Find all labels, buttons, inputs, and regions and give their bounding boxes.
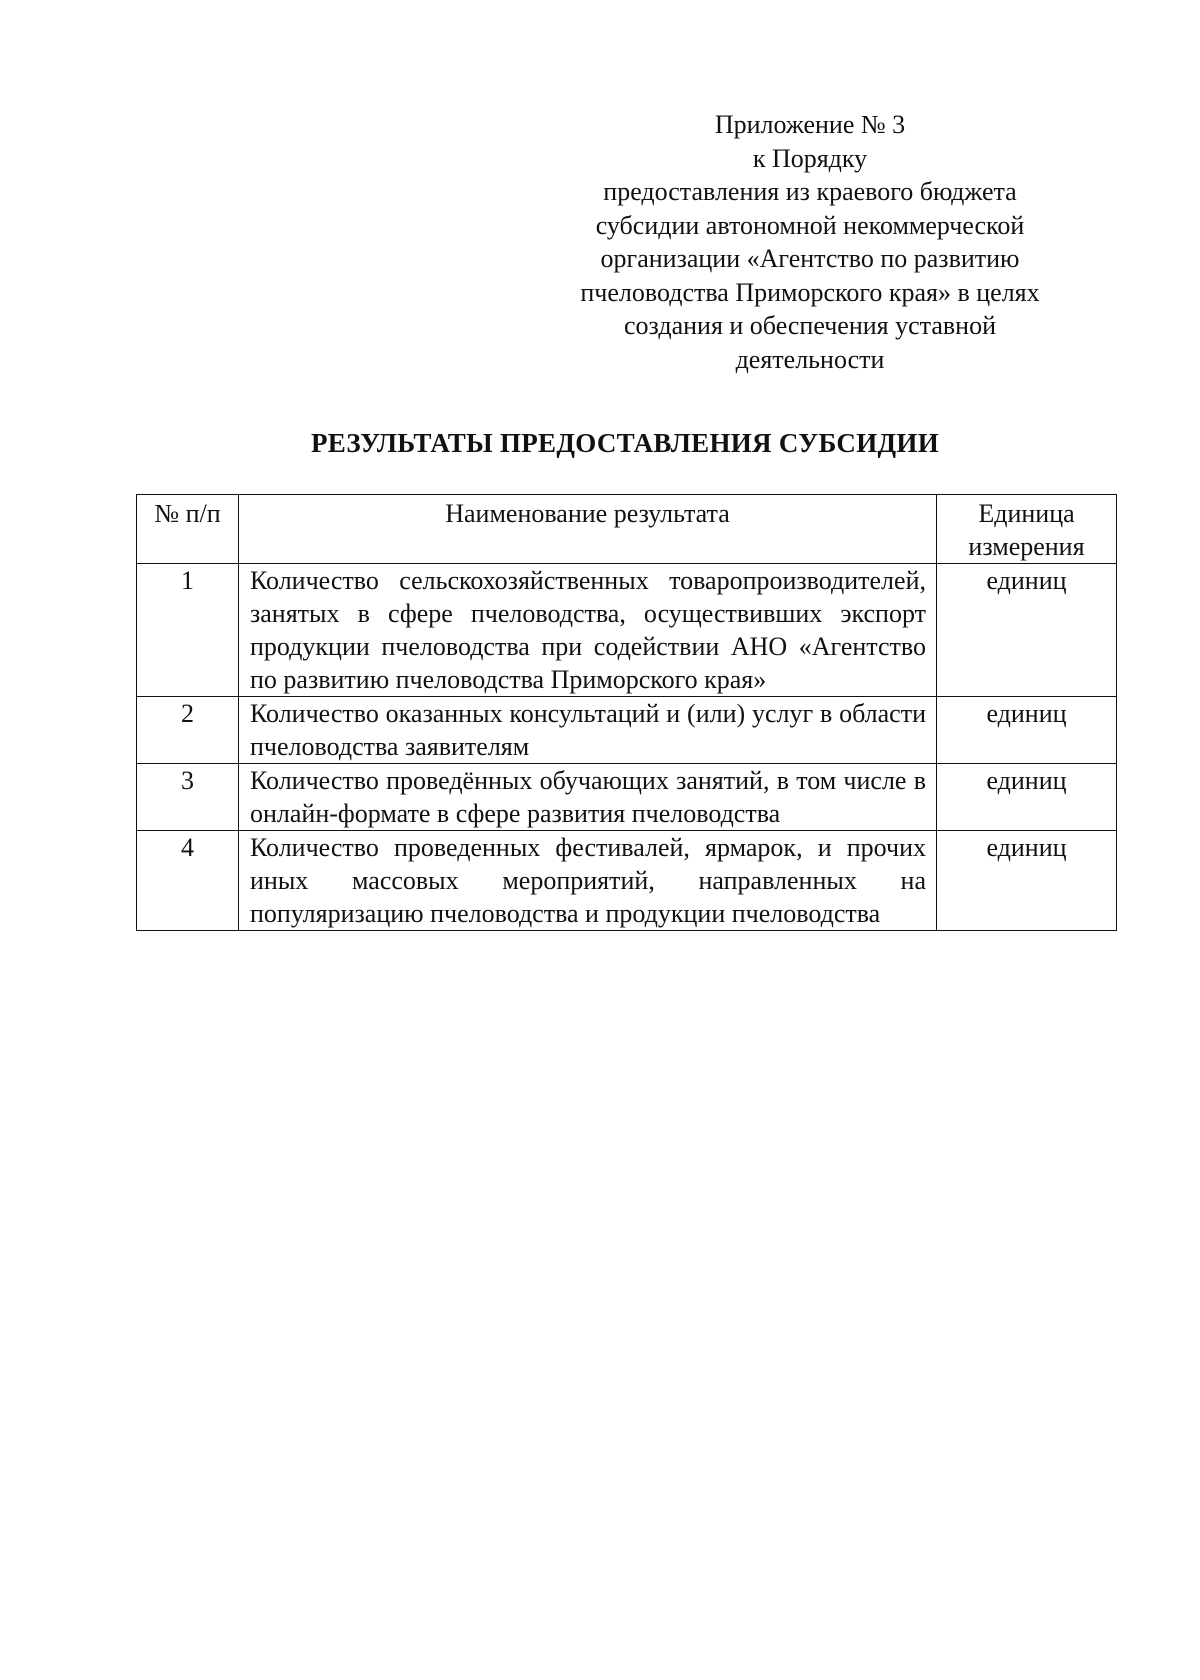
- table-row: [137, 831, 1117, 931]
- appendix-line: Приложение № 3: [714, 110, 906, 139]
- row-number: 1: [137, 564, 239, 697]
- row-number: 4: [137, 831, 239, 931]
- appendix-line: субсидии автономной некоммерческой: [595, 210, 1025, 240]
- appendix-line: предоставления из краевого бюджета: [603, 177, 1017, 206]
- table-row: [137, 697, 1117, 764]
- results-table: [136, 494, 1117, 931]
- table-row: [137, 764, 1117, 831]
- table-header-row: [137, 495, 1117, 564]
- appendix-line: организации «Агентство по развитию: [600, 244, 1020, 273]
- header-unit: Единица измерения: [937, 495, 1117, 564]
- result-name: Количество оказанных консультаций и (или) услуг в области пчеловодства заявителям: [239, 697, 937, 764]
- result-unit: единиц: [937, 564, 1117, 697]
- appendix-line: пчеловодства Приморского края» в целях: [580, 277, 1040, 307]
- result-unit: единиц: [937, 697, 1117, 764]
- appendix-line: к Порядку: [752, 143, 868, 173]
- appendix-reference: [530, 108, 1090, 376]
- appendix-line: создания и обеспечения уставной: [624, 311, 996, 340]
- table-row: [137, 564, 1117, 697]
- document-title: РЕЗУЛЬТАТЫ ПРЕДОСТАВЛЕНИЯ СУБСИДИИ: [311, 428, 939, 458]
- result-name: Количество проведенных фестивалей, ярмарок, и прочих иных массовых мероприятий, направленных на популяризацию пчеловодства и продукции пчеловодства: [239, 831, 937, 931]
- result-unit: единиц: [937, 764, 1117, 831]
- header-result-name: Наименование результата: [239, 495, 937, 564]
- result-name: Количество проведённых обучающих занятий, в том числе в онлайн-формате в сфере развития пчеловодства: [239, 764, 937, 831]
- appendix-line: деятельности: [735, 344, 885, 374]
- header-number: № п/п: [137, 495, 239, 564]
- result-unit: единиц: [937, 831, 1117, 931]
- result-name: Количество сельскохозяйственных товаропроизводителей, занятых в сфере пчеловодства, осуществивших экспорт продукции пчеловодства при содействии АНО «Агентство по развитию пчеловодства Приморского края»: [239, 564, 937, 697]
- row-number: 3: [137, 764, 239, 831]
- row-number: 2: [137, 697, 239, 764]
